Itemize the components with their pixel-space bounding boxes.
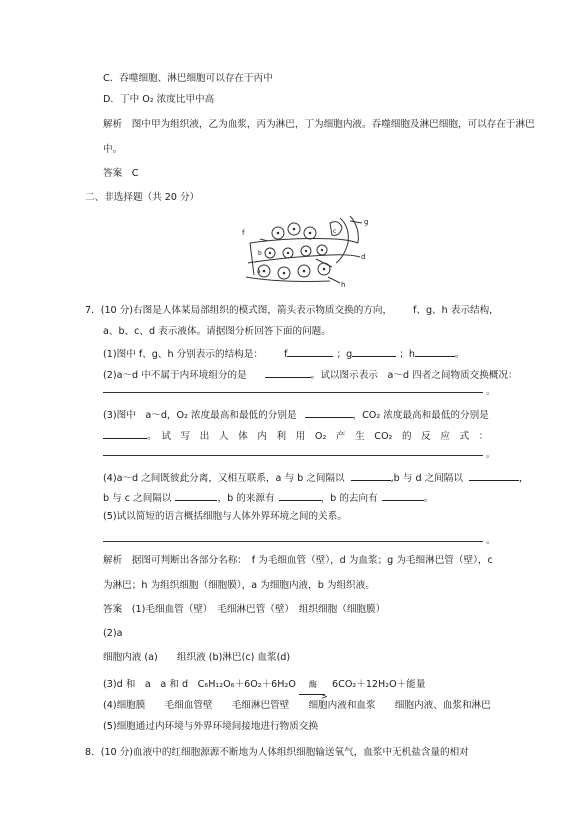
blank-4a[interactable]: [351, 470, 391, 481]
option-d: D．丁中 O₂ 浓度比甲中高: [103, 94, 215, 105]
q7-part2: [103, 367, 518, 383]
answer-2-2b: 细胞内液 (a) 组织液 (b)淋巴(c) 血浆(d): [103, 652, 291, 663]
answer-2-2: (2)a: [103, 628, 123, 639]
answer-2-3: (3)d 和 a a 和 d C₆H₁₂O₆＋6O₂＋6H₂O 酶 > 6CO₂＋12H₂O＋能量: [103, 679, 426, 701]
blank-2a[interactable]: [265, 367, 311, 378]
blank-f[interactable]: [287, 346, 333, 357]
blank-3b[interactable]: [103, 428, 147, 439]
q7-1-g: ；g: [336, 349, 353, 360]
q7-4-d: b 与 c 之间隔以: [103, 493, 172, 504]
q7-line2: a、b、c、d 表示液体。请据图分析回答下面的问题。: [103, 326, 331, 337]
label-f: f: [242, 229, 245, 237]
enzyme-label: 酶: [308, 680, 317, 689]
option-c: C．吞噬细胞、淋巴细胞可以存在于丙中: [103, 73, 273, 84]
q7-3-prompt-c: 。 试 写 出 人 体 内 利 用 O₂ 产 生 CO₂ 的 反 应 式 ：: [147, 431, 489, 442]
q7-1-f: f: [284, 349, 288, 360]
section-heading: 二、非选择题（共 20 分）: [85, 192, 200, 203]
rule-5-period: 。: [486, 536, 496, 546]
answer-2-3-left: (3)d 和 a a 和 d C₆H₁₂O₆＋6O₂＋6H₂O: [103, 679, 296, 690]
q7-2-prompt-b: 。试以图示表示 a～d 四者之间物质交换概况：: [310, 370, 518, 381]
blank-4d[interactable]: [279, 490, 321, 501]
q7-4-f: ，b 的去向有: [320, 493, 378, 504]
answer-rule-2[interactable]: [103, 392, 483, 393]
blank-h[interactable]: [415, 346, 455, 357]
blank-4c[interactable]: [175, 490, 217, 501]
blank-3a[interactable]: [305, 407, 353, 418]
rule-3-period: 。: [486, 450, 496, 460]
analysis-1-cont: 中。: [103, 144, 123, 155]
q7-line1-b: f、g、h 表示结构，: [413, 305, 499, 316]
label-b: b: [258, 250, 262, 257]
answer-1: 答案 C: [103, 168, 139, 179]
q7-3-prompt-b: ，CO₂ 浓度最高和最低的分别是: [352, 410, 489, 421]
q8-line1: 8．(10 分)血液中的红细胞源源不断地为人体组织细胞输送氧气，血浆中无机盐含量的相对: [85, 747, 469, 758]
q7-1-prompt: (1)图中 f、g、h 分别表示的结构是：: [103, 349, 263, 360]
blank-g[interactable]: [352, 346, 396, 357]
q7-4-c: ，: [518, 473, 529, 484]
blank-4b[interactable]: [469, 470, 519, 481]
q7-1-h: ；h: [399, 349, 415, 360]
q7-part4-cont: [103, 490, 433, 506]
q7-4-e: ，b 的来源有: [217, 493, 275, 504]
answer-2-4: (4)细胞膜 毛细血管壁 毛细淋巴管壁 细胞内液和血浆 细胞内液、血浆和淋巴: [103, 700, 491, 711]
answer-2-3-right: 6CO₂＋12H₂O＋能量: [332, 679, 426, 690]
answer-rule-3[interactable]: [103, 455, 483, 456]
analysis-2-b: 为淋巴；h 为组织细胞（细胞膜），a 为细胞内液，b 为组织液。: [103, 580, 375, 591]
answer-2-5: (5)细胞通过内环境与外界环境间接地进行物质交换: [103, 721, 319, 732]
analysis-2-a: 解析 据图可判断出各部分名称： f 为毛细血管（壁），d 为血浆；g 为毛细淋巴管（壁），c: [103, 555, 493, 566]
q7-part4: [103, 470, 529, 486]
blank-4e[interactable]: [382, 490, 424, 501]
q7-2-prompt: (2)a～d 中不属于内环境组分的是: [103, 370, 247, 381]
q7-part5: (5)试以简短的语言概括细胞与人体外界环境之间的关系。: [103, 511, 347, 522]
q7-part1: [103, 346, 465, 362]
answer-2-1: 答案 (1)毛细血管（壁） 毛细淋巴管（壁） 组织细胞（细胞膜）: [103, 604, 386, 615]
label-d: d: [361, 253, 366, 261]
q7-1-end: 。: [454, 349, 465, 360]
q7-part3: [103, 407, 489, 423]
label-h: h: [341, 281, 346, 288]
label-g: g: [364, 218, 369, 226]
label-c: c: [333, 228, 337, 235]
q7-3-prompt: (3)图中 a～d，O₂ 浓度最高和最低的分别是: [103, 410, 297, 421]
label-a: a: [257, 268, 261, 275]
q7-4-prompt: (4)a～d 之间既彼此分离，又相互联系，a 与 b 之间隔以: [103, 473, 345, 484]
analysis-1: 解析 图中甲为组织液，乙为血浆，丙为淋巴，丁为细胞内液。吞噬细胞及淋巴细胞，可以存在于淋巴: [103, 119, 535, 130]
q7-4-b: ,b 与 d 之间隔以: [390, 473, 463, 484]
q7-part3-cont: [103, 428, 488, 444]
answer-rule-5[interactable]: [103, 541, 483, 542]
tissue-diagram: [240, 213, 370, 288]
q7-line1: 7．(10 分)右图是人体某局部组织的模式图，箭头表示物质交换的方向，: [85, 305, 393, 316]
q7-4-g: 。: [423, 493, 434, 504]
rule-2-period: 。: [486, 387, 496, 397]
